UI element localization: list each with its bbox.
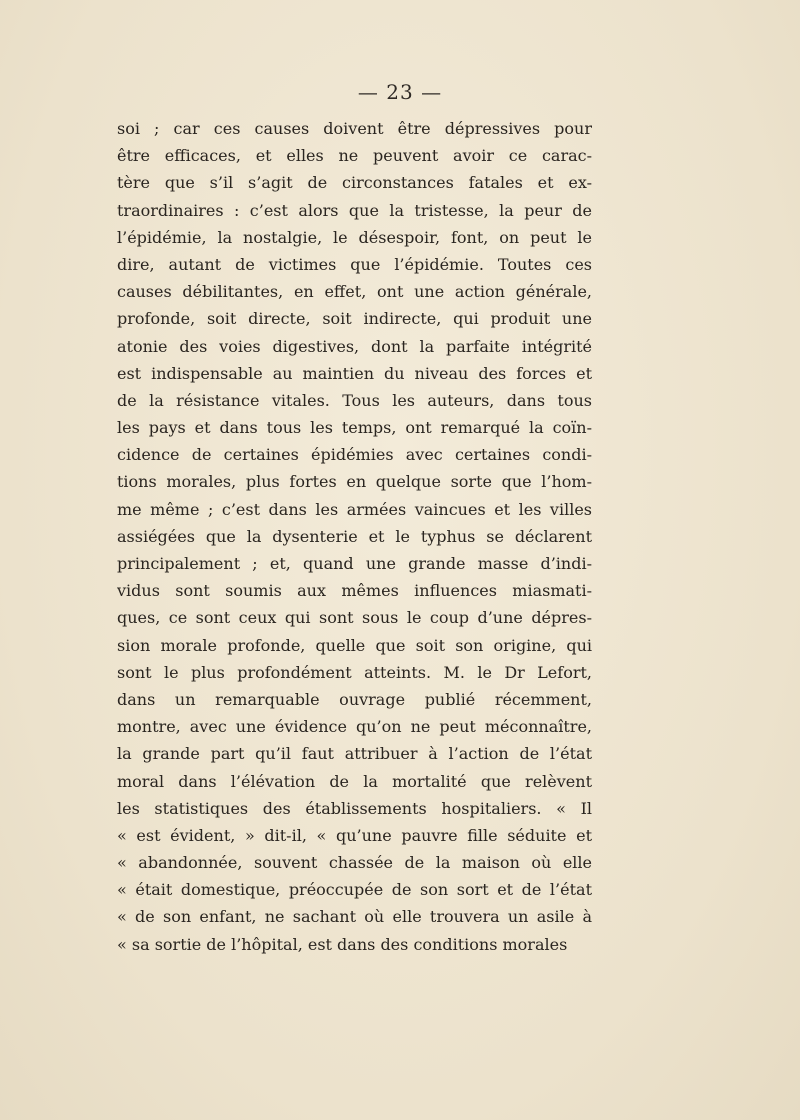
text-line: tions morales, plus fortes en quelque sorte que l’hom-: [117, 472, 592, 492]
text-line: vidus sont soumis aux mêmes influences miasmati-: [117, 581, 592, 601]
text-line: atonie des voies digestives, dont la parfaite intégrité: [117, 336, 592, 356]
text-line: montre, avec une évidence qu’on ne peut méconnaître,: [117, 717, 592, 737]
text-line: les pays et dans tous les temps, ont remarqué la coïn-: [117, 418, 592, 438]
text-line: profonde, soit directe, soit indirecte, qui produit une: [117, 309, 592, 329]
text-line: « était domestique, préoccupée de son sort et de l’état: [117, 880, 592, 900]
text-line: me même ; c’est dans les armées vaincues et les villes: [117, 499, 592, 519]
text-line: traordinaires : c’est alors que la tristesse, la peur de: [117, 200, 592, 220]
text-line: dans un remarquable ouvrage publié récemment,: [117, 689, 592, 709]
text-line: sont le plus profondément atteints. M. le Dr Lefort,: [117, 662, 592, 682]
text-line: sion morale profonde, quelle que soit son origine, qui: [117, 635, 592, 655]
text-line: « sa sortie de l’hôpital, est dans des conditions morales: [117, 934, 568, 954]
body-text: [117, 115, 592, 958]
text-line: cidence de certaines épidémies avec certaines condi-: [117, 445, 592, 465]
text-line: causes débilitantes, en effet, ont une action générale,: [117, 282, 592, 302]
text-line: « abandonnée, souvent chassée de la maison où elle: [117, 853, 592, 873]
text-line: soi ; car ces causes doivent être dépressives pour: [117, 119, 592, 138]
text-line: moral dans l’élévation de la mortalité que relèvent: [117, 771, 592, 791]
text-line: « de son enfant, ne sachant où elle trouvera un asile à: [117, 907, 592, 927]
text-line: la grande part qu’il faut attribuer à l’action de l’état: [117, 744, 592, 764]
text-line: ques, ce sont ceux qui sont sous le coup d’une dépres-: [117, 608, 592, 628]
page-number: — 23 —: [357, 80, 443, 104]
text-line: l’épidémie, la nostalgie, le désespoir, font, on peut le: [117, 227, 592, 247]
text-line: assiégées que la dysenterie et le typhus se déclarent: [117, 526, 592, 546]
text-line: de la résistance vitales. Tous les auteurs, dans tous: [117, 390, 592, 410]
text-line: « est évident, » dit-il, « qu’une pauvre fille séduite et: [117, 825, 592, 845]
text-line: tère que s’il s’agit de circonstances fatales et ex-: [117, 173, 592, 193]
text-line: être efficaces, et elles ne peuvent avoir ce carac-: [117, 146, 592, 166]
text-line: dire, autant de victimes que l’épidémie. Toutes ces: [117, 254, 592, 274]
text-line: principalement ; et, quand une grande masse d’indi-: [117, 554, 592, 573]
text-line: les statistiques des établissements hospitaliers. « Il: [117, 798, 592, 818]
text-line: est indispensable au maintien du niveau des forces et: [117, 363, 592, 383]
